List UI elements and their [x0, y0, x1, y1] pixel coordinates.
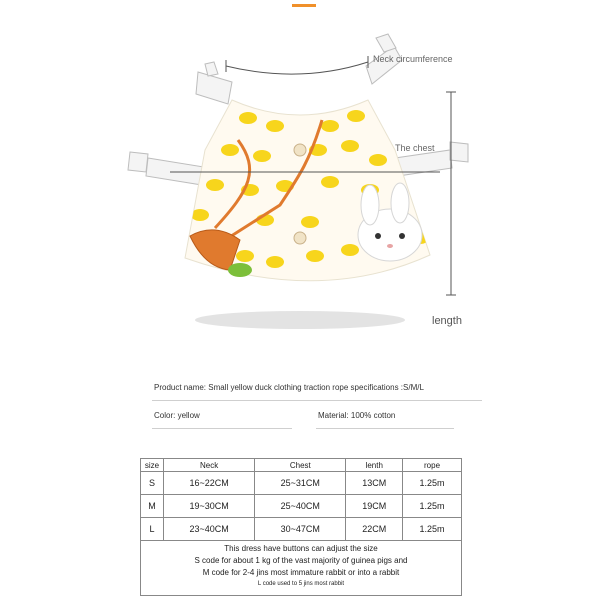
- neck-strap-left: [196, 62, 232, 104]
- cell-neck: 16~22CM: [164, 472, 255, 495]
- product-color: Color: yellow: [154, 411, 200, 420]
- note-line: This dress have buttons can adjust the size: [224, 544, 378, 553]
- length-dimension-label: length: [432, 315, 462, 327]
- note-line: L code used to 5 jins most rabbit: [257, 581, 345, 587]
- table-header-row: [141, 459, 462, 472]
- accent-bar: [292, 4, 316, 7]
- notes-row: [141, 541, 462, 596]
- cell-chest: 25~40CM: [255, 495, 346, 518]
- header-neck: Neck: [164, 459, 255, 472]
- divider: [152, 428, 292, 429]
- cell-rope: 1.25m: [403, 518, 462, 541]
- chest-strap-left: [128, 152, 210, 186]
- divider: [152, 400, 482, 401]
- header-rope: rope: [403, 459, 462, 472]
- floor-shadow: [195, 311, 405, 329]
- cell-length: 13CM: [346, 472, 403, 495]
- header-size: size: [141, 459, 164, 472]
- divider: [316, 428, 454, 429]
- dress-button: [294, 144, 306, 156]
- cell-length: 22CM: [346, 518, 403, 541]
- cell-size: L: [141, 518, 164, 541]
- cell-chest: 25~31CM: [255, 472, 346, 495]
- chest-dimension-label: The chest: [395, 143, 435, 153]
- cell-rope: 1.25m: [403, 495, 462, 518]
- cell-chest: 30~47CM: [255, 518, 346, 541]
- product-material: Material: 100% cotton: [318, 411, 396, 420]
- note-line: S code for about 1 kg of the vast majority of guinea pigs and: [194, 556, 408, 565]
- neck-dimension-label: Neck circumference: [373, 54, 453, 64]
- product-illustration: [0, 20, 600, 350]
- table-row: [141, 518, 462, 541]
- cell-neck: 23~40CM: [164, 518, 255, 541]
- cell-size: M: [141, 495, 164, 518]
- table-row: [141, 472, 462, 495]
- size-table: [140, 458, 462, 596]
- neck-dimension-line: [226, 62, 368, 74]
- dress-button: [294, 232, 306, 244]
- cell-length: 19CM: [346, 495, 403, 518]
- table-row: [141, 495, 462, 518]
- header-chest: Chest: [255, 459, 346, 472]
- size-notes: [141, 541, 462, 596]
- note-line: M code for 2-4 jins most immature rabbit or into a rabbit: [202, 568, 400, 577]
- product-name: Product name: Small yellow duck clothing traction rope specifications :S/M/L: [154, 383, 424, 392]
- cell-rope: 1.25m: [403, 472, 462, 495]
- cell-neck: 19~30CM: [164, 495, 255, 518]
- header-length: lenth: [346, 459, 403, 472]
- cell-size: S: [141, 472, 164, 495]
